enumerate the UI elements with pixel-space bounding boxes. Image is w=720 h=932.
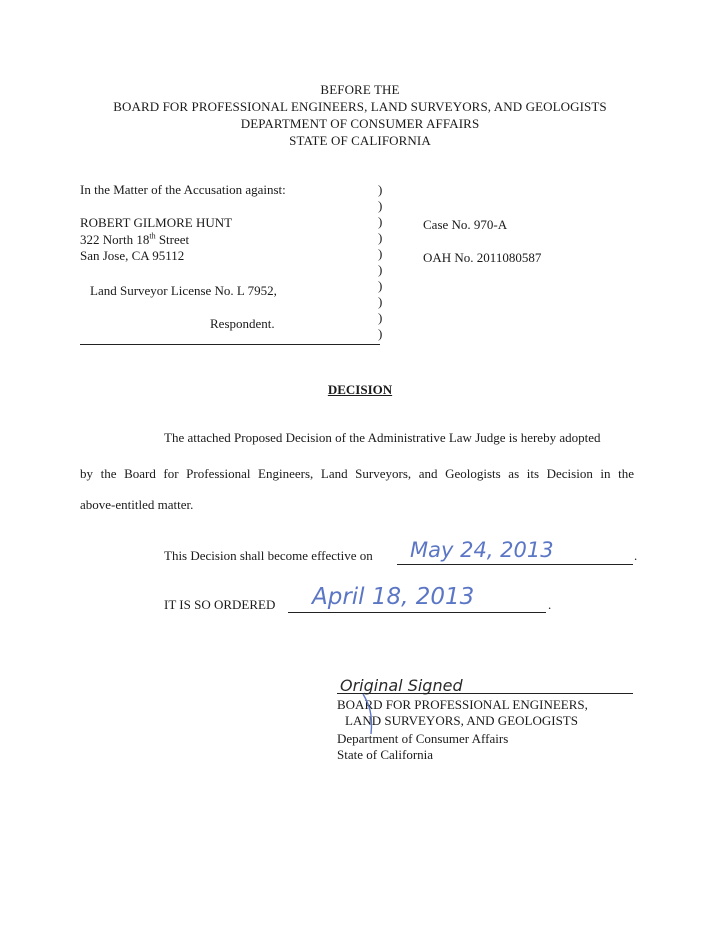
caption-rule — [80, 344, 380, 345]
signature-board-line1: BOARD FOR PROFESSIONAL ENGINEERS, — [337, 697, 588, 712]
caption-parentheses: ) ) ) ) ) ) ) ) ) ) — [378, 182, 383, 341]
ordered-date-handwritten: April 18, 2013 — [312, 584, 475, 610]
matter-line: In the Matter of the Accusation against: — [80, 182, 286, 197]
header-state: STATE OF CALIFORNIA — [289, 133, 431, 148]
respondent-address: 322 North 18th Street — [80, 231, 190, 247]
ordered-date-line — [288, 612, 546, 613]
license-line: Land Surveyor License No. L 7952, — [90, 283, 277, 298]
effective-period: . — [634, 548, 638, 563]
signature-stroke-mark — [355, 690, 395, 740]
respondent-name: ROBERT GILMORE HUNT — [80, 215, 233, 230]
effective-label: This Decision shall become effective on — [164, 548, 373, 563]
ordered-label: IT IS SO ORDERED — [164, 597, 276, 612]
original-signed-note: Original Signed — [340, 676, 463, 695]
signature-board-line2: LAND SURVEYORS, AND GEOLOGISTS — [345, 713, 578, 728]
header-department: DEPARTMENT OF CONSUMER AFFAIRS — [240, 116, 480, 131]
decision-paragraph-line1: The attached Proposed Decision of the Administrative Law Judge is hereby adopted — [164, 430, 601, 445]
ordered-period: . — [548, 597, 552, 612]
decision-paragraph-line3: above-entitled matter. — [80, 497, 194, 512]
oah-number: OAH No. 2011080587 — [423, 250, 542, 265]
header-before: BEFORE THE — [320, 82, 400, 97]
signature-department: Department of Consumer Affairs — [337, 731, 509, 746]
decision-paragraph-line2: by the Board for Professional Engineers, Land Surveyors, and Geologists as its Decision in the — [80, 466, 634, 481]
header-board: BOARD FOR PROFESSIONAL ENGINEERS, LAND SURVEYORS, AND GEOLOGISTS — [113, 99, 607, 114]
signature-state: State of California — [337, 747, 434, 762]
case-number: Case No. 970-A — [423, 217, 508, 232]
effective-date-handwritten: May 24, 2013 — [410, 538, 554, 562]
effective-date-line — [397, 564, 633, 565]
decision-title: DECISION — [327, 382, 393, 397]
respondent-role: Respondent. — [210, 316, 275, 331]
respondent-city: San Jose, CA 95112 — [80, 248, 185, 263]
